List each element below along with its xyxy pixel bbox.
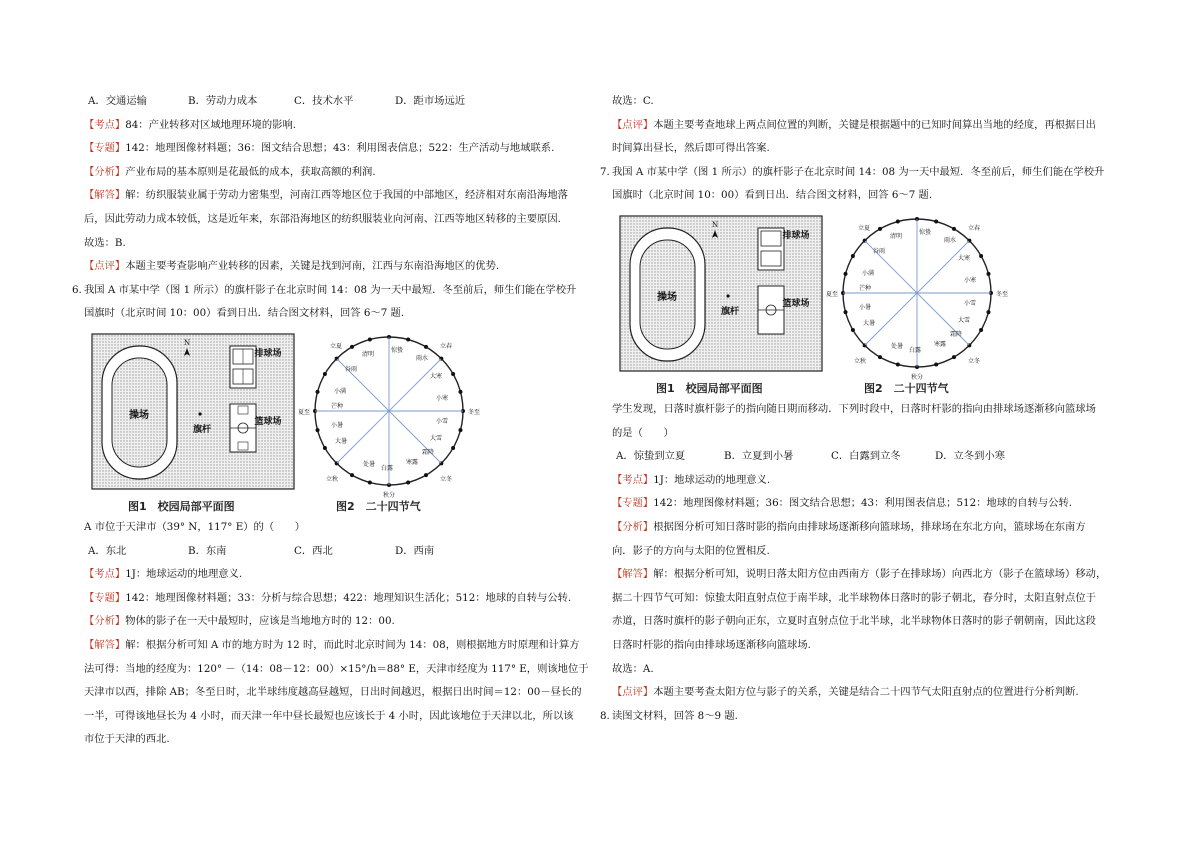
term-tick — [406, 480, 410, 484]
q6-jieda-1: 【解答】解：根据分析可知 A 市的地方时为 12 时，而此时北京时间为 14：08，则根据地方时原理和计算方 — [84, 638, 580, 651]
term-tick — [851, 328, 855, 332]
term-guyu: 谷雨 — [344, 365, 358, 373]
fig1-caption: 图1 校园局部平面图 — [128, 499, 235, 513]
term-guyu-2: 谷雨 — [872, 247, 886, 255]
term-xiaoxue: 小雪 — [435, 417, 449, 425]
term-tick — [316, 390, 320, 394]
volleyball-label-1: 排球场 — [254, 348, 282, 359]
term-xiazhi: 夏至 — [297, 408, 311, 416]
q7-option-c: C．白露到立冬 — [831, 450, 901, 463]
flagpole-dot — [198, 412, 201, 415]
term-tick — [934, 362, 938, 366]
q6-dianping-2: 时间算出昼长，然后即可得出答案. — [612, 142, 770, 155]
fig1-caption-2: 图1 校园局部平面图 — [656, 381, 763, 395]
q6-zhuanti: 【专题】142：地理图像材料题；33：分析与综合思想；422：地理知识生活化；512：地球的自转与公转. — [84, 591, 572, 604]
q7-answer: 故选：A. — [612, 662, 654, 675]
term-daxue: 大雪 — [429, 434, 443, 442]
term-dahan: 大寒 — [429, 372, 443, 380]
playground-label-2: 操场 — [657, 291, 677, 303]
term-chushu: 处暑 — [362, 460, 376, 468]
q8-stem: 8. 读图文材料，回答 8～9 题. — [600, 705, 1117, 729]
term-bailu-ring: 白露 — [380, 464, 394, 472]
term-lixia: 立夏 — [329, 342, 343, 350]
q7-dianping: 【点评】本题主要考查太阳方位与影子的关系，关键是结合二十四节气太阳直射点的位置进行分析判断. — [612, 686, 1079, 699]
basketball-label-2: 篮球场 — [782, 298, 810, 309]
q7-stem-2: 国旗时（北京时间 10：00）看到日出．结合图文材料，回答 6～7 题. — [612, 189, 933, 202]
left-column — [72, 90, 589, 752]
term-lichun: 立春 — [439, 342, 453, 350]
q7-option-b: B．立夏到小暑 — [724, 450, 794, 463]
figure-left — [84, 326, 589, 516]
q7-kaodian: 【考点】1J：地球运动的地理意义. — [612, 473, 771, 486]
q6-fenxi: 【分析】物体的影子在一天中最短时，应该是当地地方时的 12：00. — [84, 615, 395, 628]
term-liqiu-2: 立秋 — [853, 357, 867, 365]
q5-fenxi: 【分析】产业布局的基本原则是花最低的成本，获取高额的利润. — [84, 165, 376, 178]
term-shuangjiang-2: 霜降 — [949, 330, 963, 338]
q5-answer: 故选：B. — [84, 236, 126, 249]
solar-terms-wheel — [298, 335, 480, 499]
term-tick — [952, 227, 956, 231]
term-tick — [350, 345, 354, 349]
term-tick — [851, 254, 855, 258]
q7-jieda-3: 赤道，日落时旗杆的影子朝向正东，立夏时直射点位于北半球，北半球物体日落时的影子朝朝南，因此这段 — [612, 615, 1096, 628]
q7-jieda-4: 日落时杆影的指向由排球场逐渐移向篮球场. — [612, 638, 811, 651]
term-yushui-2: 雨水 — [943, 236, 957, 244]
term-tick — [878, 355, 882, 359]
term-tick — [451, 372, 455, 376]
term-tick — [979, 328, 983, 332]
q7-question-2: 的是（ ） — [612, 426, 674, 439]
term-xiaoshu: 小暑 — [330, 421, 344, 429]
term-qiufen-2: 秋分 — [910, 373, 924, 381]
term-hanlu-2: 寒露 — [933, 340, 947, 348]
playground-label: 操场 — [129, 409, 149, 421]
q5-options — [84, 90, 589, 114]
term-qingming-2: 清明 — [889, 232, 903, 240]
term-mangzhong: 芒种 — [330, 402, 344, 410]
term-bailu-2: 白露 — [908, 346, 922, 354]
q5-jieda-2: 后，因此劳动力成本较低，这是近年来，东部沿海地区的纺织服装业向河南、江西等地区转移的主要原因. — [84, 212, 561, 225]
term-xiaoman: 小满 — [333, 387, 347, 395]
term-xiaohan: 小寒 — [435, 394, 449, 402]
term-xiazhi-2: 夏至 — [825, 290, 839, 298]
q6-option-b: B．东南 — [188, 544, 227, 557]
volleyball-label — [253, 347, 281, 359]
q6-option-c: C．西北 — [294, 544, 333, 557]
term-tick — [451, 446, 455, 450]
term-tick — [424, 345, 428, 349]
term-lixia-2: 立夏 — [857, 224, 871, 232]
q5-dianping: 【点评】本题主要考查影响产业转移的因素，关键是找到河南，江西与东南沿海地区的优势. — [84, 260, 500, 273]
figure-right — [612, 208, 1117, 398]
q8-number: 8. — [600, 709, 610, 722]
q7-jieda-2: 据二十四节气可知：惊蛰太阳直射点位于南半球，北半球物体日落时的影子朝北，春分时，太阳直射点位于 — [612, 591, 1096, 604]
q7-zhuanti: 【专题】142：地理图像材料题；36：图文结合思想；43：利用图表信息；512：地球的自转与公转. — [612, 497, 1073, 510]
q7-option-d: D．立冬到小寒 — [935, 450, 1006, 463]
term-tick — [323, 372, 327, 376]
term-xiaoman-2: 小满 — [861, 269, 875, 277]
q5-option-c: C．技术水平 — [294, 95, 354, 107]
q6-number: 6. — [72, 283, 82, 296]
term-mangzhong-2: 芒种 — [858, 284, 872, 292]
term-tick — [844, 272, 848, 276]
q7-question-1: 学生发现，日落时旗杆影子的指向随日期而移动．下列时段中，日落时杆影的指向由排球场逐渐移向篮球场 — [612, 402, 1096, 415]
term-tick — [368, 480, 372, 484]
term-tick — [934, 219, 938, 223]
term-tick — [979, 254, 983, 258]
term-xiaoxue-2: 小雪 — [963, 299, 977, 307]
q5-option-a: A．交通运输 — [88, 95, 147, 107]
term-dashu-2: 大暑 — [862, 319, 876, 327]
term-tick — [878, 227, 882, 231]
q6-kaodian: 【考点】1J：地球运动的地理意义. — [84, 568, 243, 581]
q6-stem-1: 6. 我国 A 市某中学（图 1 所示）的旗杆影子在北京时间 14：08 为一天中最短．冬至前后，师生们能在学校升 — [72, 279, 589, 303]
q7-options — [612, 445, 1117, 469]
q5-option-b: B．劳动力成本 — [188, 95, 258, 107]
term-tick — [952, 355, 956, 359]
term-tick — [323, 446, 327, 450]
term-dahan-2: 大寒 — [957, 254, 971, 262]
term-tick — [458, 428, 462, 432]
term-jingzhe-2: 惊蛰 — [918, 228, 932, 236]
q6-question: A 市位于天津市（39° N，117° E）的（ ） — [84, 520, 305, 533]
term-tick — [368, 337, 372, 341]
basketball-label: 篮球场 — [254, 416, 282, 427]
term-lichun-2: 立春 — [967, 224, 981, 232]
q7-fenxi-2: 向．影子的方向与太阳的位置相反. — [612, 544, 770, 557]
term-dongzhi: 冬至 — [467, 408, 481, 416]
term-chushu-2: 处暑 — [890, 342, 904, 350]
term-tick — [986, 310, 990, 314]
q7-number: 7. — [600, 165, 610, 178]
q5-zhuanti: 【专题】142：地理图像材料题；36：图文结合思想；43：利用图表信息；522：生产活动与地域联系. — [84, 142, 555, 155]
term-tick — [896, 362, 900, 366]
q6-options — [84, 540, 589, 564]
term-yushui: 雨水 — [415, 354, 429, 362]
right-column — [600, 90, 1117, 728]
term-hanlu: 寒露 — [405, 458, 419, 466]
q5-jieda-1: 【解答】解：纺织服装业属于劳动力密集型，河南江西等地区位于我国的中部地区，经济相对东南沿海地落 — [84, 189, 568, 202]
term-tick — [844, 310, 848, 314]
term-shuangjiang: 霜降 — [421, 448, 435, 456]
q5-kaodian: 【考点】84：产业转移对区域地理环境的影响. — [84, 118, 297, 131]
fig2-caption: 图2 二十四节气 — [336, 499, 421, 513]
term-tick — [986, 272, 990, 276]
term-xiaohan-2: 小寒 — [963, 276, 977, 284]
q7-fenxi-1: 【分析】根据图分析可知日落时影的指向由排球场逐渐移向篮球场，排球场在东北方向，篮球场在东南方 — [612, 520, 1086, 533]
fig2-caption-2: 图2 二十四节气 — [864, 381, 949, 395]
q7-jieda-1: 【解答】解：根据分析可知，说明日落太阳方位由西南方（影子在排球场）向西北方（影子在篮球场）移动， — [612, 568, 1107, 581]
q7-option-a: A．惊蛰到立夏 — [616, 450, 686, 463]
figure-right-svg — [612, 208, 1117, 398]
term-dashu: 大暑 — [334, 437, 348, 445]
term-lidong: 立冬 — [439, 475, 453, 483]
q6-jieda-3: 天津市以西，排除 AB；冬至日时，北半球纬度越高昼越短，日出时间越迟，根据日出时间＝12：00－昼长的 — [84, 686, 582, 699]
term-xiaoshu-2: 小暑 — [858, 303, 872, 311]
q6-option-d: D．西南 — [395, 544, 435, 557]
term-tick — [316, 428, 320, 432]
figure-left-svg — [84, 326, 589, 516]
term-jingzhe: 惊蛰 — [390, 346, 404, 354]
q6-jieda-2: 法可得：当地的经度为：120° －（14：08－12：00）×15°/h＝88° E，天津市经度为 117° E，则该地位于 — [84, 662, 589, 675]
q6-option-a: A．东北 — [88, 544, 127, 557]
flagpole-label-2: 旗杆 — [720, 306, 740, 317]
term-tick — [424, 473, 428, 477]
term-dongzhi-2: 冬至 — [995, 290, 1009, 298]
q7-stem-1: 7. 我国 A 市某中学（图 1 所示）的旗杆影子在北京时间 14：08 为一天中最短．冬至前后，师生们能在学校升 — [600, 161, 1117, 185]
solar-terms-wheel-2 — [826, 217, 1008, 381]
term-tick — [350, 473, 354, 477]
term-tick — [406, 337, 410, 341]
north-label-2: N — [711, 220, 719, 229]
q5-option-d: D．距市场远近 — [395, 95, 466, 107]
term-daxue-2: 大雪 — [957, 316, 971, 324]
term-qiufen: 秋分 — [382, 491, 396, 499]
q6-jieda-4: 一半，可得该地昼长为 4 小时，而天津一年中昼长最短也应该长于 4 小时，因此该地位于天津以北，所以该 — [84, 709, 574, 722]
term-lidong-2: 立冬 — [967, 357, 981, 365]
q6-answer: 故选：C. — [612, 95, 654, 107]
volleyball-label-2: 排球场 — [782, 230, 810, 241]
q6-stem-2: 国旗时（北京时间 10：00）看到日出．结合图文材料，回答 6～7 题. — [84, 307, 405, 320]
term-tick — [896, 219, 900, 223]
north-label: N — [183, 338, 191, 347]
q6-jieda-5: 市位于天津的西北. — [84, 733, 170, 746]
q6-dianping-1: 【点评】本题主要考查地球上两点间位置的判断，关键是根据题中的已知时间算出当地的经度，再根据日出 — [612, 118, 1096, 131]
term-qingming: 清明 — [361, 350, 375, 358]
flagpole-label: 旗杆 — [192, 424, 212, 435]
term-tick — [458, 390, 462, 394]
term-liqiu: 立秋 — [325, 475, 339, 483]
